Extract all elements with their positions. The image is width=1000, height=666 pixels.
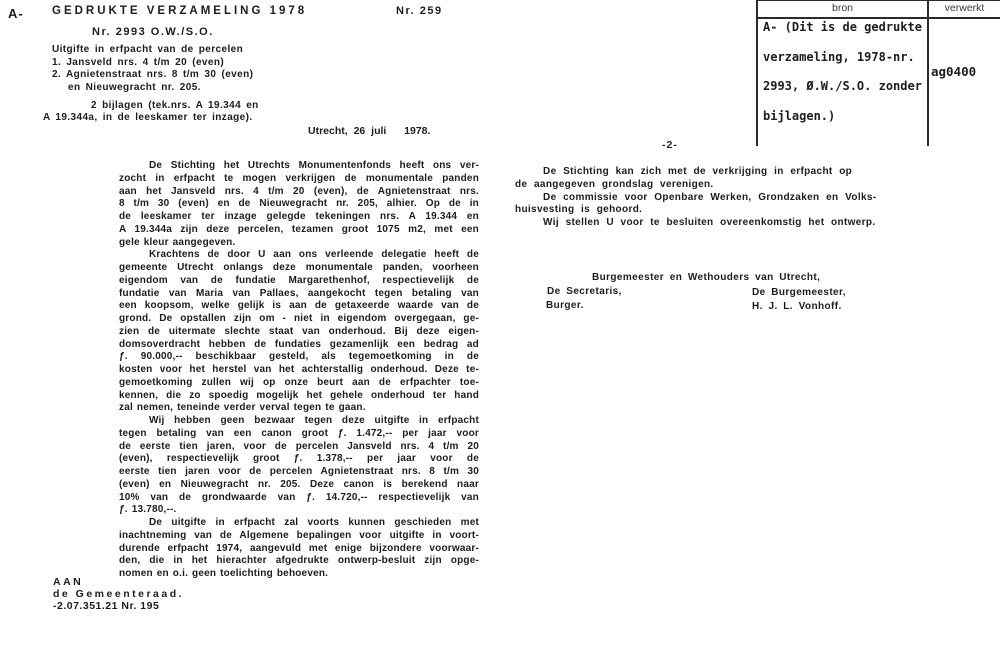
body-line: ƒ. 90.000,-- beschikbaar gesteld, als tegemoetkoming in de [119, 351, 479, 363]
body-line: De uitgifte in erfpacht zal voorts kunnen geschieden met [149, 517, 479, 528]
body-line: eigendom van de fundatie Margarethenhof, respectievelijk de [119, 274, 479, 286]
footer-reference-number: -2.07.351.21 Nr. 195 [53, 600, 160, 612]
stamp-source-text [763, 20, 922, 124]
doc-title: GEDRUKTE VERZAMELING 1978 [52, 5, 308, 17]
stamp-source-line: verzameling, 1978-nr. [763, 49, 915, 64]
body-line: 8 t/m 30 (even) en de Nieuwegracht nr. 205, alhier. Op de in [119, 198, 479, 210]
body-line: domsoverdracht hebben de fundaties gezamenlijk een bedrag ad [119, 338, 479, 350]
doc-number: Nr. 259 [396, 5, 443, 17]
body-line: 10% van de grondwaarde van ƒ. 14.720,-- respectievelijk van [119, 491, 479, 503]
body-line: kosten voor het herstel van het achterstallig onderhoud. Deze te- [119, 364, 479, 375]
attachment-line: 2 bijlagen (tek.nrs. A 19.344 en [91, 100, 259, 111]
subject-line: 2. Agnietenstraat nrs. 8 t/m 30 (even) [52, 69, 254, 80]
stamp-table-left-border [756, 0, 758, 146]
stamp-source-line: bijlagen.) [763, 108, 836, 123]
body-line: eerste tien jaren voor de percelen Agnietenstraat nrs. 8 t/m 30 [119, 466, 479, 477]
case-number: Nr. 2993 O.W./S.O. [92, 26, 214, 38]
stamp-processed-code: ag0400 [931, 64, 977, 79]
body-line: de eerste tien jaren, voor de percelen Jansveld nrs. 4 t/m 20 [119, 440, 479, 452]
stamp-source-line: 2993, Ø.W./S.O. zonder [763, 79, 922, 94]
subject-line: 1. Jansveld nrs. 4 t/m 20 (even) [52, 56, 225, 68]
body-line: zocht in erfpacht te mogen verkrijgen de monumentale panden [119, 172, 479, 184]
body-line: De Stichting kan zich met de verkrijging in erfpacht op [543, 166, 853, 177]
body-line: (even), respectievelijk groot ƒ. 1.378,-- per jaar voor de [119, 453, 479, 465]
body-line: gele kleur aangegeven. [119, 236, 236, 248]
body-line: nomen en o.i. geen toelichting behoeven. [119, 568, 329, 579]
signature-role-burgemeester: De Burgemeester, [752, 287, 846, 298]
body-line: De commissie voor Openbare Werken, Grondzaken en Volks- [543, 191, 877, 203]
left-column-body [119, 160, 479, 581]
body-line: fundatie van Maria van Pallaes, aangekocht tegen betaling van [119, 287, 479, 299]
signature-name-secretaris: Burger. [546, 300, 584, 311]
stamp-table-top-border [756, 0, 1000, 1]
body-line: zien de uitermate slechte staat van onderhoud. Bij deze eigen- [119, 325, 479, 337]
body-line: gemeente Utrecht onlangs deze monumentale panden, voorheen [119, 262, 479, 273]
stamp-source-line: A- (Dit is de gedrukte [763, 20, 922, 34]
body-line: zal nemen, teneinde verder verval tegen te gaan. [119, 402, 366, 414]
body-line: den, die in het hierachter afgedrukte ontwerp-besluit zijn opge- [119, 555, 479, 567]
body-line: gemoetkoming zullen wij op onze beurt aan de erfpachter toe- [119, 376, 479, 388]
body-line: de leeskamer ter inzage gelegde tekeningen nrs. A 19.344 en [119, 211, 479, 222]
body-line: Wij hebben geen bezwaar tegen deze uitgifte in erfpacht [149, 415, 479, 426]
stamp-col-verwerkt-header: verwerkt [944, 2, 985, 14]
signature-role-secretaris: De Secretaris, [547, 286, 622, 297]
attachment-line: A 19.344a, in de leeskamer ter inzage). [43, 112, 253, 123]
signature-name-burgemeester: H. J. L. Vonhoff. [752, 301, 842, 312]
body-line: grond. De opstallen zijn om - niet in eigendom overgegaan, ge- [119, 313, 479, 324]
margin-mark: A- [8, 6, 24, 21]
subject-line: Uitgifte in erfpacht van de percelen [52, 44, 244, 55]
body-line: aan het Jansveld nrs. 4 t/m 20 (even), de Agnietenstraat nrs. [119, 185, 479, 197]
body-line: Krachtens de door U aan ons verleende delegatie heeft de [149, 249, 479, 261]
dateline: Utrecht, 26 juli 1978. [308, 125, 431, 137]
body-line: ƒ. 13.780,--. [119, 504, 177, 516]
body-line: huisvesting is gehoord. [515, 204, 643, 216]
stamp-table-header-rule [756, 17, 1000, 19]
body-line: (even) en Nieuwegracht nr. 205. Deze canon is berekend naar [119, 478, 479, 490]
footer-addressee: de Gemeenteraad. [53, 588, 185, 600]
stamp-col-bron-header: bron [831, 2, 853, 14]
body-line: inachtneming van de Algemene bepalingen voor uitgifte in voort- [119, 529, 479, 541]
body-line: tegen betaling van een canon groot ƒ. 1.472,-- per jaar voor [119, 427, 479, 439]
stamp-table-column-divider [927, 0, 929, 146]
signature-organisation: Burgemeester en Wethouders van Utrecht, [592, 272, 821, 283]
body-line: een koopsom, welke gelijk is aan de getaxeerde waarde van de [119, 300, 479, 312]
body-line: durende erfpacht 1974, aangevuld met enige bijzondere voorwaar- [119, 542, 479, 554]
subject-line: en Nieuwegracht nr. 205. [68, 81, 201, 93]
right-column-body [515, 166, 945, 230]
page2-number: -2- [662, 139, 678, 151]
body-line: kennen, die zo spoedig mogelijk het gehele onderhoud ter hand [119, 389, 479, 401]
footer-addressee: AAN [53, 576, 84, 588]
body-line: A 19.344a zijn deze percelen, tezamen groot 1075 m2, met een [119, 223, 479, 235]
body-line: de aangegeven grondslag verenigen. [515, 178, 714, 190]
body-line: De Stichting het Utrechts Monumentenfonds heeft ons ver- [149, 160, 479, 171]
body-line: Wij stellen U voor te besluiten overeenkomstig het ontwerp. [543, 217, 876, 228]
